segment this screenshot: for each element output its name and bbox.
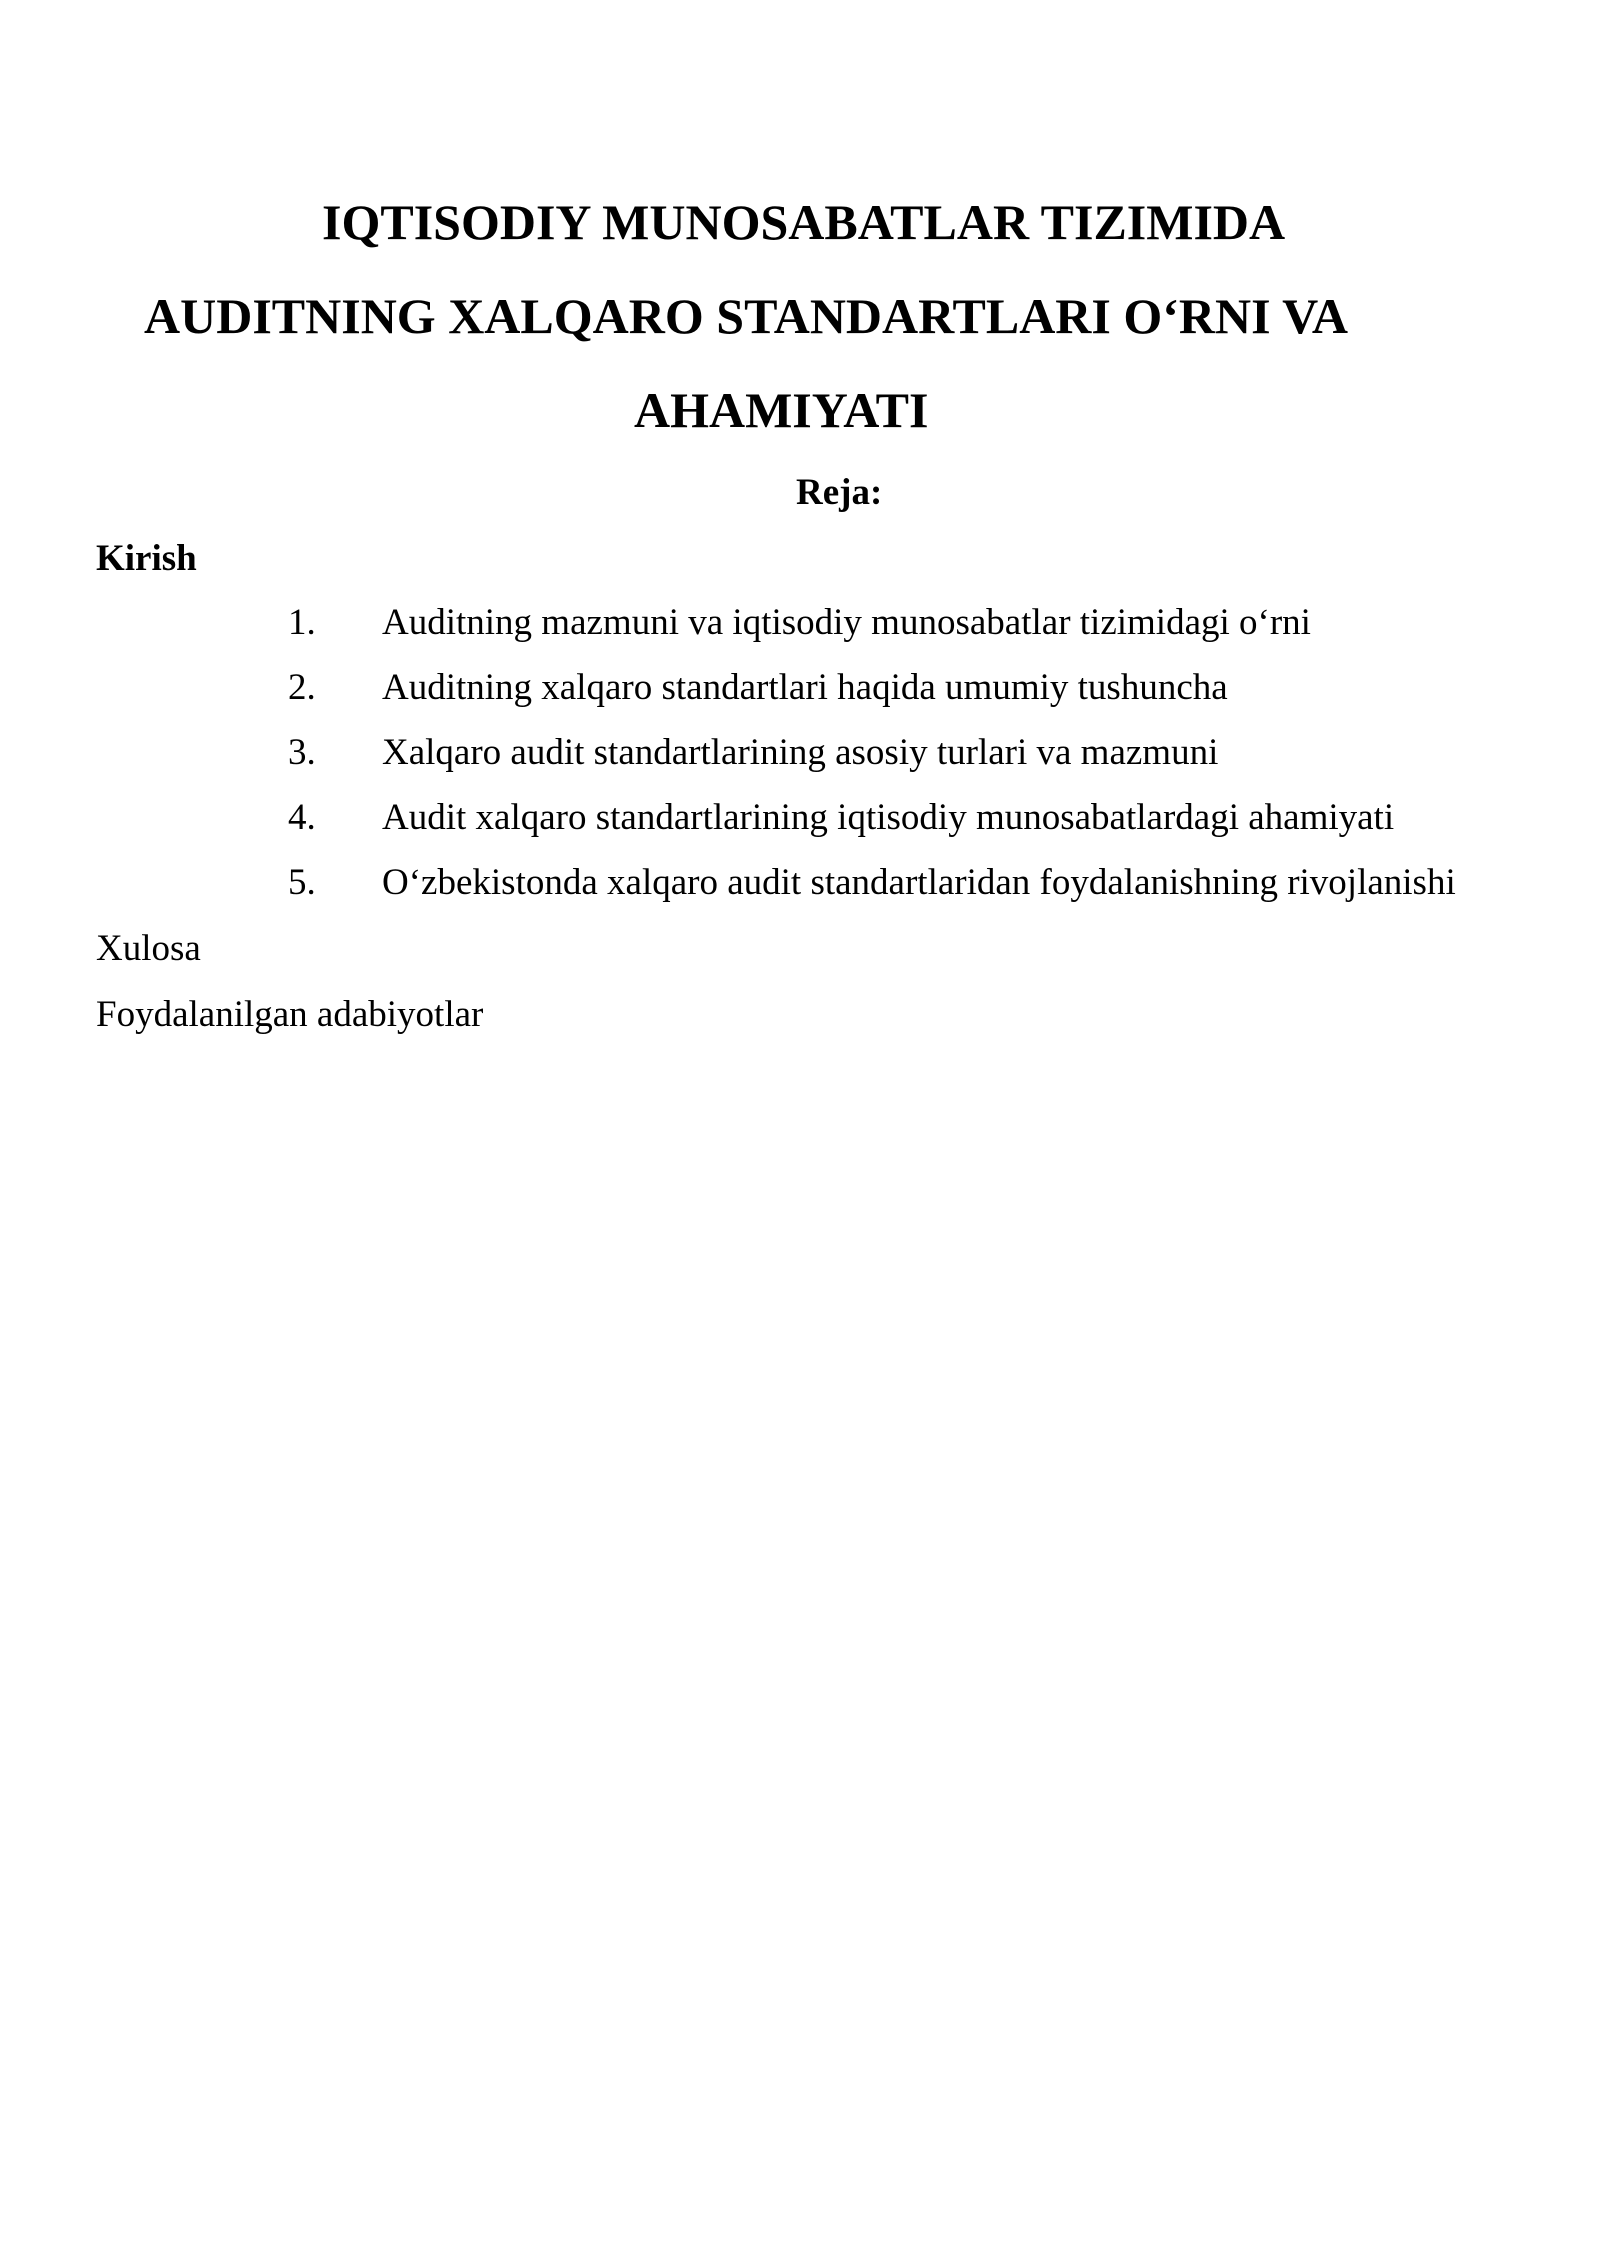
document-title-line-2: AUDITNING XALQARO STANDARTLARI O‘RNI VA [144,288,1348,344]
plan-item-text: O‘zbekistonda xalqaro audit standartlaridan foydalanishning rivojlanishi [382,862,1456,903]
plan-item-text: Auditning mazmuni va iqtisodiy munosabatlar tizimidagi o‘rni [382,602,1311,643]
plan-item-text: Audit xalqaro standartlarining iqtisodiy munosabatlardagi ahamiyati [382,797,1395,838]
plan-item [0,858,1600,923]
plan-item-number: 5. [288,862,316,903]
references-heading: Foydalanilgan adabiyotlar [96,994,484,1035]
plan-heading: Reja: [796,472,883,513]
plan-item-number: 4. [288,797,316,838]
plan-item-text: Auditning xalqaro standartlari haqida umumiy tushuncha [382,667,1228,708]
plan-item-number: 1. [288,602,316,643]
plan-item [0,728,1600,793]
plan-item [0,793,1600,858]
plan-item [0,663,1600,728]
intro-heading: Kirish [96,538,197,579]
plan-item-number: 2. [288,667,316,708]
plan-item-text: Xalqaro audit standartlarining asosiy turlari va mazmuni [382,732,1219,773]
plan-item [0,598,1600,663]
document-title-line-1: IQTISODIY MUNOSABATLAR TIZIMIDA [322,194,1286,250]
plan-list [0,598,1600,923]
document-title-line-3: AHAMIYATI [634,382,929,438]
conclusion-heading: Xulosa [96,928,201,969]
plan-item-number: 3. [288,732,316,773]
